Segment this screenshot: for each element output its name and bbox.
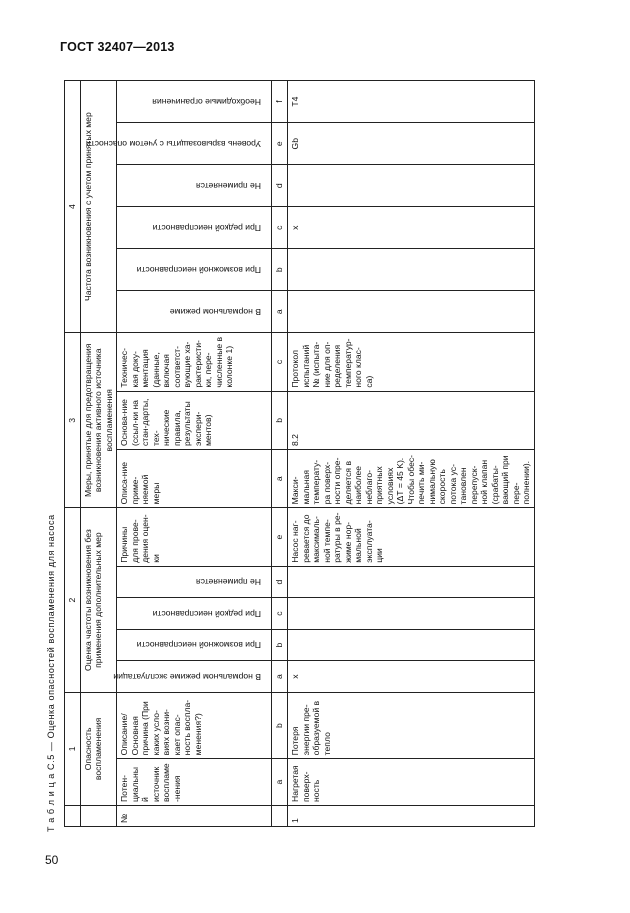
letter-g3-c: c — [272, 333, 288, 391]
header-g4-protection-level — [85, 123, 272, 165]
header-g3-documentation: Техничес-кая доку-ментация (данные, включая соответст-вующие ха-рактеристи-ки, пере-численные в колонке 1) — [117, 333, 272, 391]
header-g4-possible — [117, 249, 272, 291]
header-g4-na-text: Не применяется — [196, 180, 261, 191]
letter-g3-a: a — [272, 450, 288, 508]
letter-g2-d: d — [272, 566, 288, 598]
cell-g4-restrictions: T4 — [288, 81, 535, 123]
cell-g3-measure: Макси-мальная температу-ра поверх-ности опре-деляется в наиболее неблаго-приятных условиях (ΔТ = 45 K). Чтобы обес-печить ми-нимальную скорость потока ус-тановлен перепуск-ной клапан (срабаты-вающий при пере-полнении). — [288, 450, 535, 508]
letter-g1-a: а — [272, 759, 288, 806]
table-caption: Т а б л и ц а С.5 — Оценка опасностей воспламенения для насоса — [46, 514, 56, 832]
group-number-4: 4 — [65, 81, 81, 333]
header-g2-normal — [113, 661, 272, 693]
header-g4-normal-text: В нормальном режиме — [169, 307, 261, 318]
header-g4-normal — [117, 291, 272, 333]
letter-g2-e: e — [272, 508, 288, 566]
letter-g2-c: c — [272, 598, 288, 630]
group-title-2: Оценка частоты возникновения без применения дополнительных мер — [80, 508, 117, 692]
letter-g4-d: d — [272, 165, 288, 207]
cell-g2-reasons: Насос наг-ревается до максималь-ной темпе-ратуры в ре-жиме нор-мальной эксплуата-ции — [288, 508, 535, 566]
letter-g2-b: b — [272, 629, 288, 661]
letter-g4-a: a — [272, 291, 288, 333]
header-g2-reasons: Причины для прове-дения оцен-ки — [117, 508, 272, 566]
group-title-1: Опасность воспламенения — [80, 692, 117, 805]
header-g2-possible — [117, 629, 272, 661]
header-g4-rare-text: При редкой неисправности — [152, 223, 261, 233]
cell-g2-na — [288, 566, 535, 598]
header-g2-na-text: Не применяется — [196, 577, 261, 588]
letter-g4-b: b — [272, 249, 288, 291]
header-g4-na — [117, 165, 272, 207]
cell-g3-basis: 8.2 — [288, 391, 535, 449]
header-g3-measure: Описа-ние приме-няемой меры — [117, 450, 272, 508]
header-description: Описание/ Основная причина (При каких усло-виях возни-кает опас-ность воспла-менения?) — [117, 692, 272, 759]
cell-g2-rare — [288, 598, 535, 630]
cell-g3-documentation: Протокол испытаний № (испыта-ние для оп-ределения температур-ного клас-са) — [288, 333, 535, 391]
letter-g3-b: b — [272, 391, 288, 449]
cell-g4-normal — [288, 291, 535, 333]
cell-g2-possible — [288, 629, 535, 661]
header-g4-restrictions — [117, 81, 272, 123]
cell-g2-normal: x — [288, 661, 535, 693]
header-ignition-source: Потен-циальный источник воспламе-нения — [117, 759, 272, 806]
header-g4-restrictions-text: Необходимые ограничения — [152, 96, 261, 107]
group-title-4: Частота возникновения с учетом принятых мер — [80, 81, 117, 333]
column-letter-row — [272, 81, 288, 827]
letter-empty — [272, 806, 288, 827]
header-g2-possible-text: При возможной неисправности — [136, 640, 261, 651]
cell-g4-rare: x — [288, 207, 535, 249]
letter-g4-e: e — [272, 123, 288, 165]
empty-corner-cell — [65, 806, 81, 827]
header-g4-rare — [117, 207, 272, 249]
sub-header-row — [117, 81, 272, 827]
cell-g4-na — [288, 165, 535, 207]
letter-g1-b: b — [272, 692, 288, 759]
group-number-1: 1 — [65, 692, 81, 805]
cell-g4-possible — [288, 249, 535, 291]
header-g3-basis: Основа-ние (ссыл-ки на стан-дарты, тех-нические правила, результаты экспери-ментов) — [117, 391, 272, 449]
cell-description: Потеря энергии пре-образуемой в тепло — [288, 692, 535, 759]
header-g2-normal-text: В нормальном режиме эксплуатации — [113, 671, 261, 682]
cell-g4-protection-level: Gb — [288, 123, 535, 165]
header-g4-possible-text: При возможной неисправности — [136, 265, 261, 276]
group-number-3: 3 — [65, 333, 81, 508]
letter-g2-a: a — [272, 661, 288, 693]
page-number: 50 — [45, 853, 59, 867]
group-number-2: 2 — [65, 508, 81, 692]
empty-header-cell — [80, 806, 117, 827]
header-g2-rare-text: При редкой неисправности — [152, 608, 261, 619]
group-title-3: Меры, принятые для предотвращения возникновения активного источника воспламенения — [80, 333, 117, 508]
letter-g4-c: c — [272, 207, 288, 249]
header-g4-protection-level-text: Уровень взрывозащиты с учетом опасности — [85, 138, 261, 149]
group-number-row — [65, 81, 81, 827]
header-g2-rare — [117, 598, 272, 630]
ignition-hazard-table — [64, 80, 535, 827]
letter-g4-f: f — [272, 81, 288, 123]
table-row — [288, 81, 535, 827]
header-g2-na — [117, 566, 272, 598]
row-number: 1 — [288, 806, 535, 827]
document-header: ГОСТ 32407—2013 — [60, 40, 175, 54]
rotated-table-wrapper — [64, 80, 562, 827]
group-title-row — [80, 81, 117, 827]
header-number-symbol: № — [117, 806, 272, 827]
cell-ignition-source: Нагретая поверх-ность — [288, 759, 535, 806]
